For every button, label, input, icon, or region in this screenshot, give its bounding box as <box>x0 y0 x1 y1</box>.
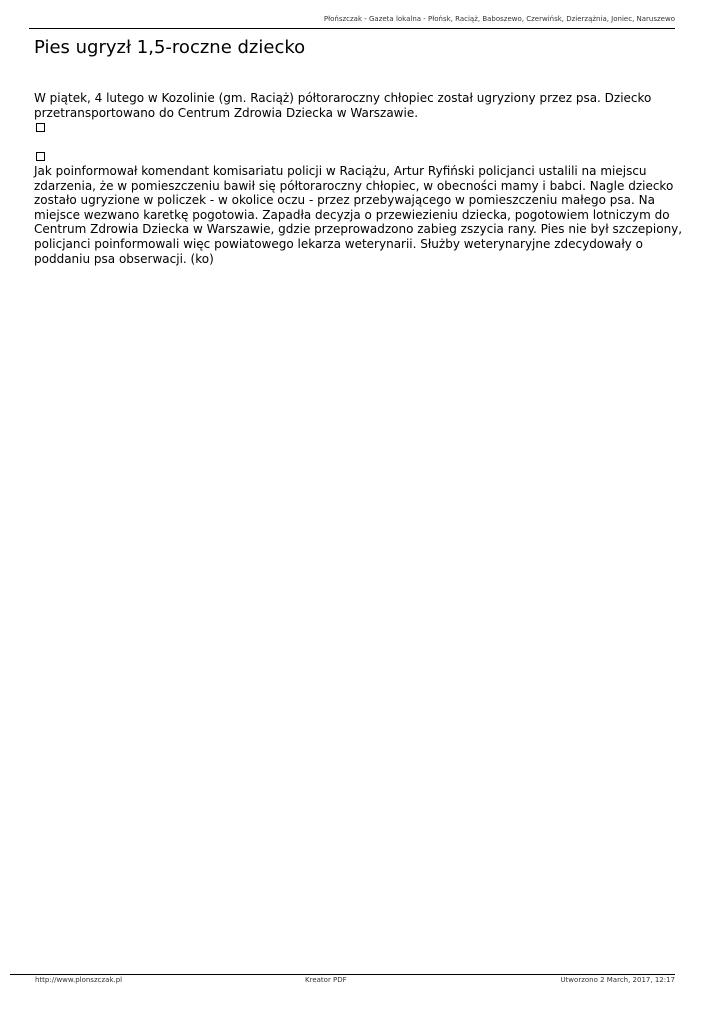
placeholder-box-line-2 <box>34 149 684 164</box>
article-paragraph-1: W piątek, 4 lutego w Kozolinie (gm. Raciąż) półtoraroczny chłopiec został ugryziony przez psa. Dziecko przetransportowano do Centrum Zdrowia Dziecka w Warszawie. <box>34 91 652 120</box>
placeholder-box-line-1 <box>34 120 684 135</box>
missing-glyph-icon <box>36 123 45 132</box>
footer-created-date: Utworzono 2 March, 2017, 12:17 <box>560 976 675 984</box>
footer-divider <box>10 974 675 975</box>
paragraph-spacer <box>34 135 684 150</box>
article-body <box>34 91 684 266</box>
page-header: Płońszczak - Gazeta lokalna - Płońsk, Raciąż, Baboszewo, Czerwińsk, Dzierzążnia, Joniec, Naruszewo <box>323 15 675 23</box>
missing-glyph-icon <box>36 152 45 161</box>
article-title: Pies ugryzł 1,5-roczne dziecko <box>34 37 306 58</box>
footer-url-link[interactable]: http://www.plonszczak.pl <box>35 976 123 984</box>
article-paragraph-2: Jak poinformował komendant komisariatu policji w Raciążu, Artur Ryfiński policjanci ustalili na miejscu zdarzenia, że w pomieszczeniu bawił się półtoraroczny chłopiec, w obecności mamy i babci. Nagle dziecko zostało ugryzione w policzek - w okolice oczu - przez przebywającego w pomieszczeniu małego psa. Na miejsce wezwano karetkę pogotowia. Zapadła decyzja o przewiezieniu dziecka, pogotowiem lotniczym do Centrum Zdrowia Dziecka w Warszawie, gdzie przeprowadzono zabieg zszycia rany. Pies nie był szczepiony, policjanci poinformowali więc powiatowego lekarza weterynarii. Służby weterynaryjne zdecydowały o poddaniu psa obserwacji. (ko) <box>34 163 683 266</box>
footer-generator: Kreator PDF <box>305 976 347 984</box>
header-divider <box>29 28 675 29</box>
